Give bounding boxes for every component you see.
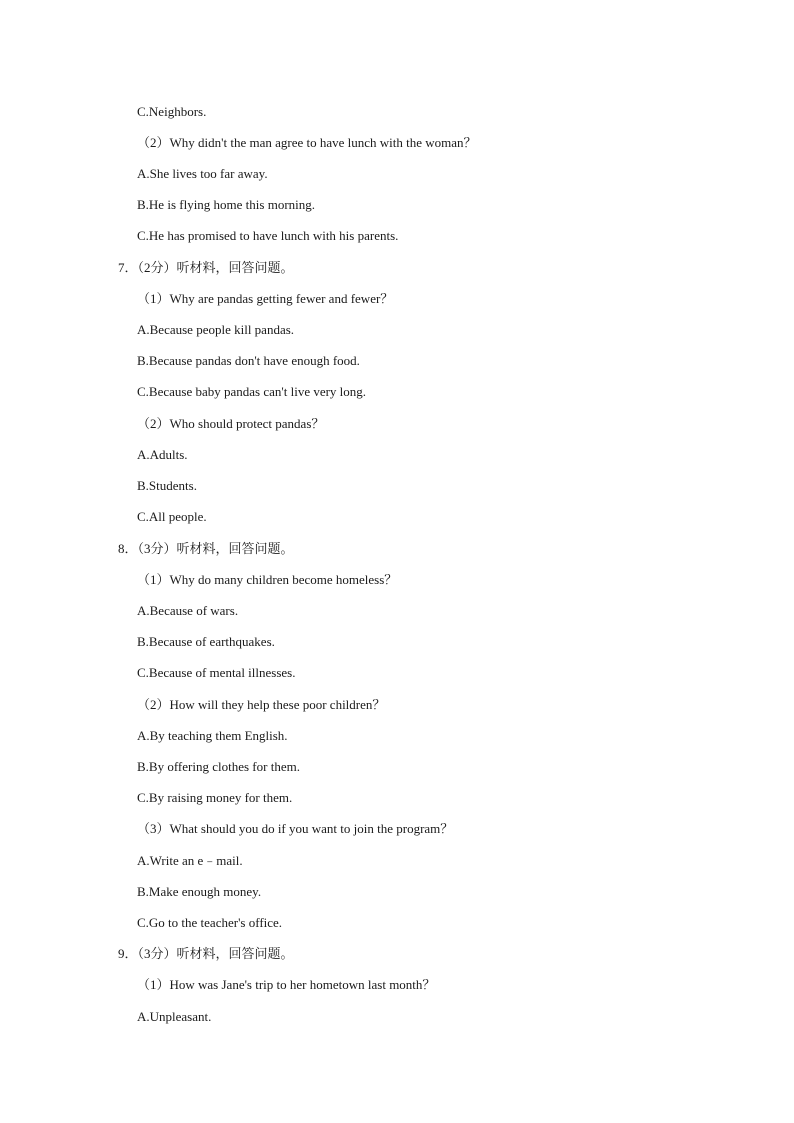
option-c: C.Neighbors. [137, 104, 207, 119]
option-a: A.By teaching them English. [137, 728, 288, 743]
sub-question: （2）How will they help these poor children？ [137, 697, 386, 712]
option-c: C.Because baby pandas can't live very long. [137, 384, 367, 399]
option-a: A.Because people kill pandas. [137, 322, 295, 337]
option-b: B.Because pandas don't have enough food. [137, 353, 360, 368]
sub-question: （1）Why do many children become homeless？ [137, 572, 398, 587]
question-heading: 7．（2分）听材料，回答问题。 [118, 260, 294, 275]
option-a: A.Adults. [137, 447, 188, 462]
sub-question: （1）How was Jane's trip to her hometown last month？ [137, 977, 436, 992]
option-c: C.Go to the teacher's office. [137, 915, 283, 930]
question-heading: 8．（3分）听材料，回答问题。 [118, 541, 294, 556]
option-b: B.He is flying home this morning. [137, 197, 316, 212]
option-c: C.He has promised to have lunch with his parents. [137, 228, 399, 243]
question-heading: 9．（3分）听材料，回答问题。 [118, 946, 294, 961]
option-b: B.By offering clothes for them. [137, 759, 300, 774]
option-c: C.By raising money for them. [137, 790, 293, 805]
sub-question: （1）Why are pandas getting fewer and fewer？ [137, 291, 394, 306]
option-b: B.Make enough money. [137, 884, 262, 899]
option-c: C.All people. [137, 509, 207, 524]
option-b: B.Students. [137, 478, 197, 493]
option-a: A.Write an e﹣mail. [137, 853, 243, 868]
option-a: A.Because of wars. [137, 603, 239, 618]
sub-question: （3）What should you do if you want to join the program？ [137, 821, 454, 836]
sub-question: （2）Who should protect pandas？ [137, 416, 325, 431]
option-c: C.Because of mental illnesses. [137, 665, 296, 680]
option-b: B.Because of earthquakes. [137, 634, 275, 649]
option-a: A.Unpleasant. [137, 1009, 212, 1024]
sub-question: （2）Why didn't the man agree to have lunch with the woman？ [137, 135, 477, 150]
option-a: A.She lives too far away. [137, 166, 268, 181]
